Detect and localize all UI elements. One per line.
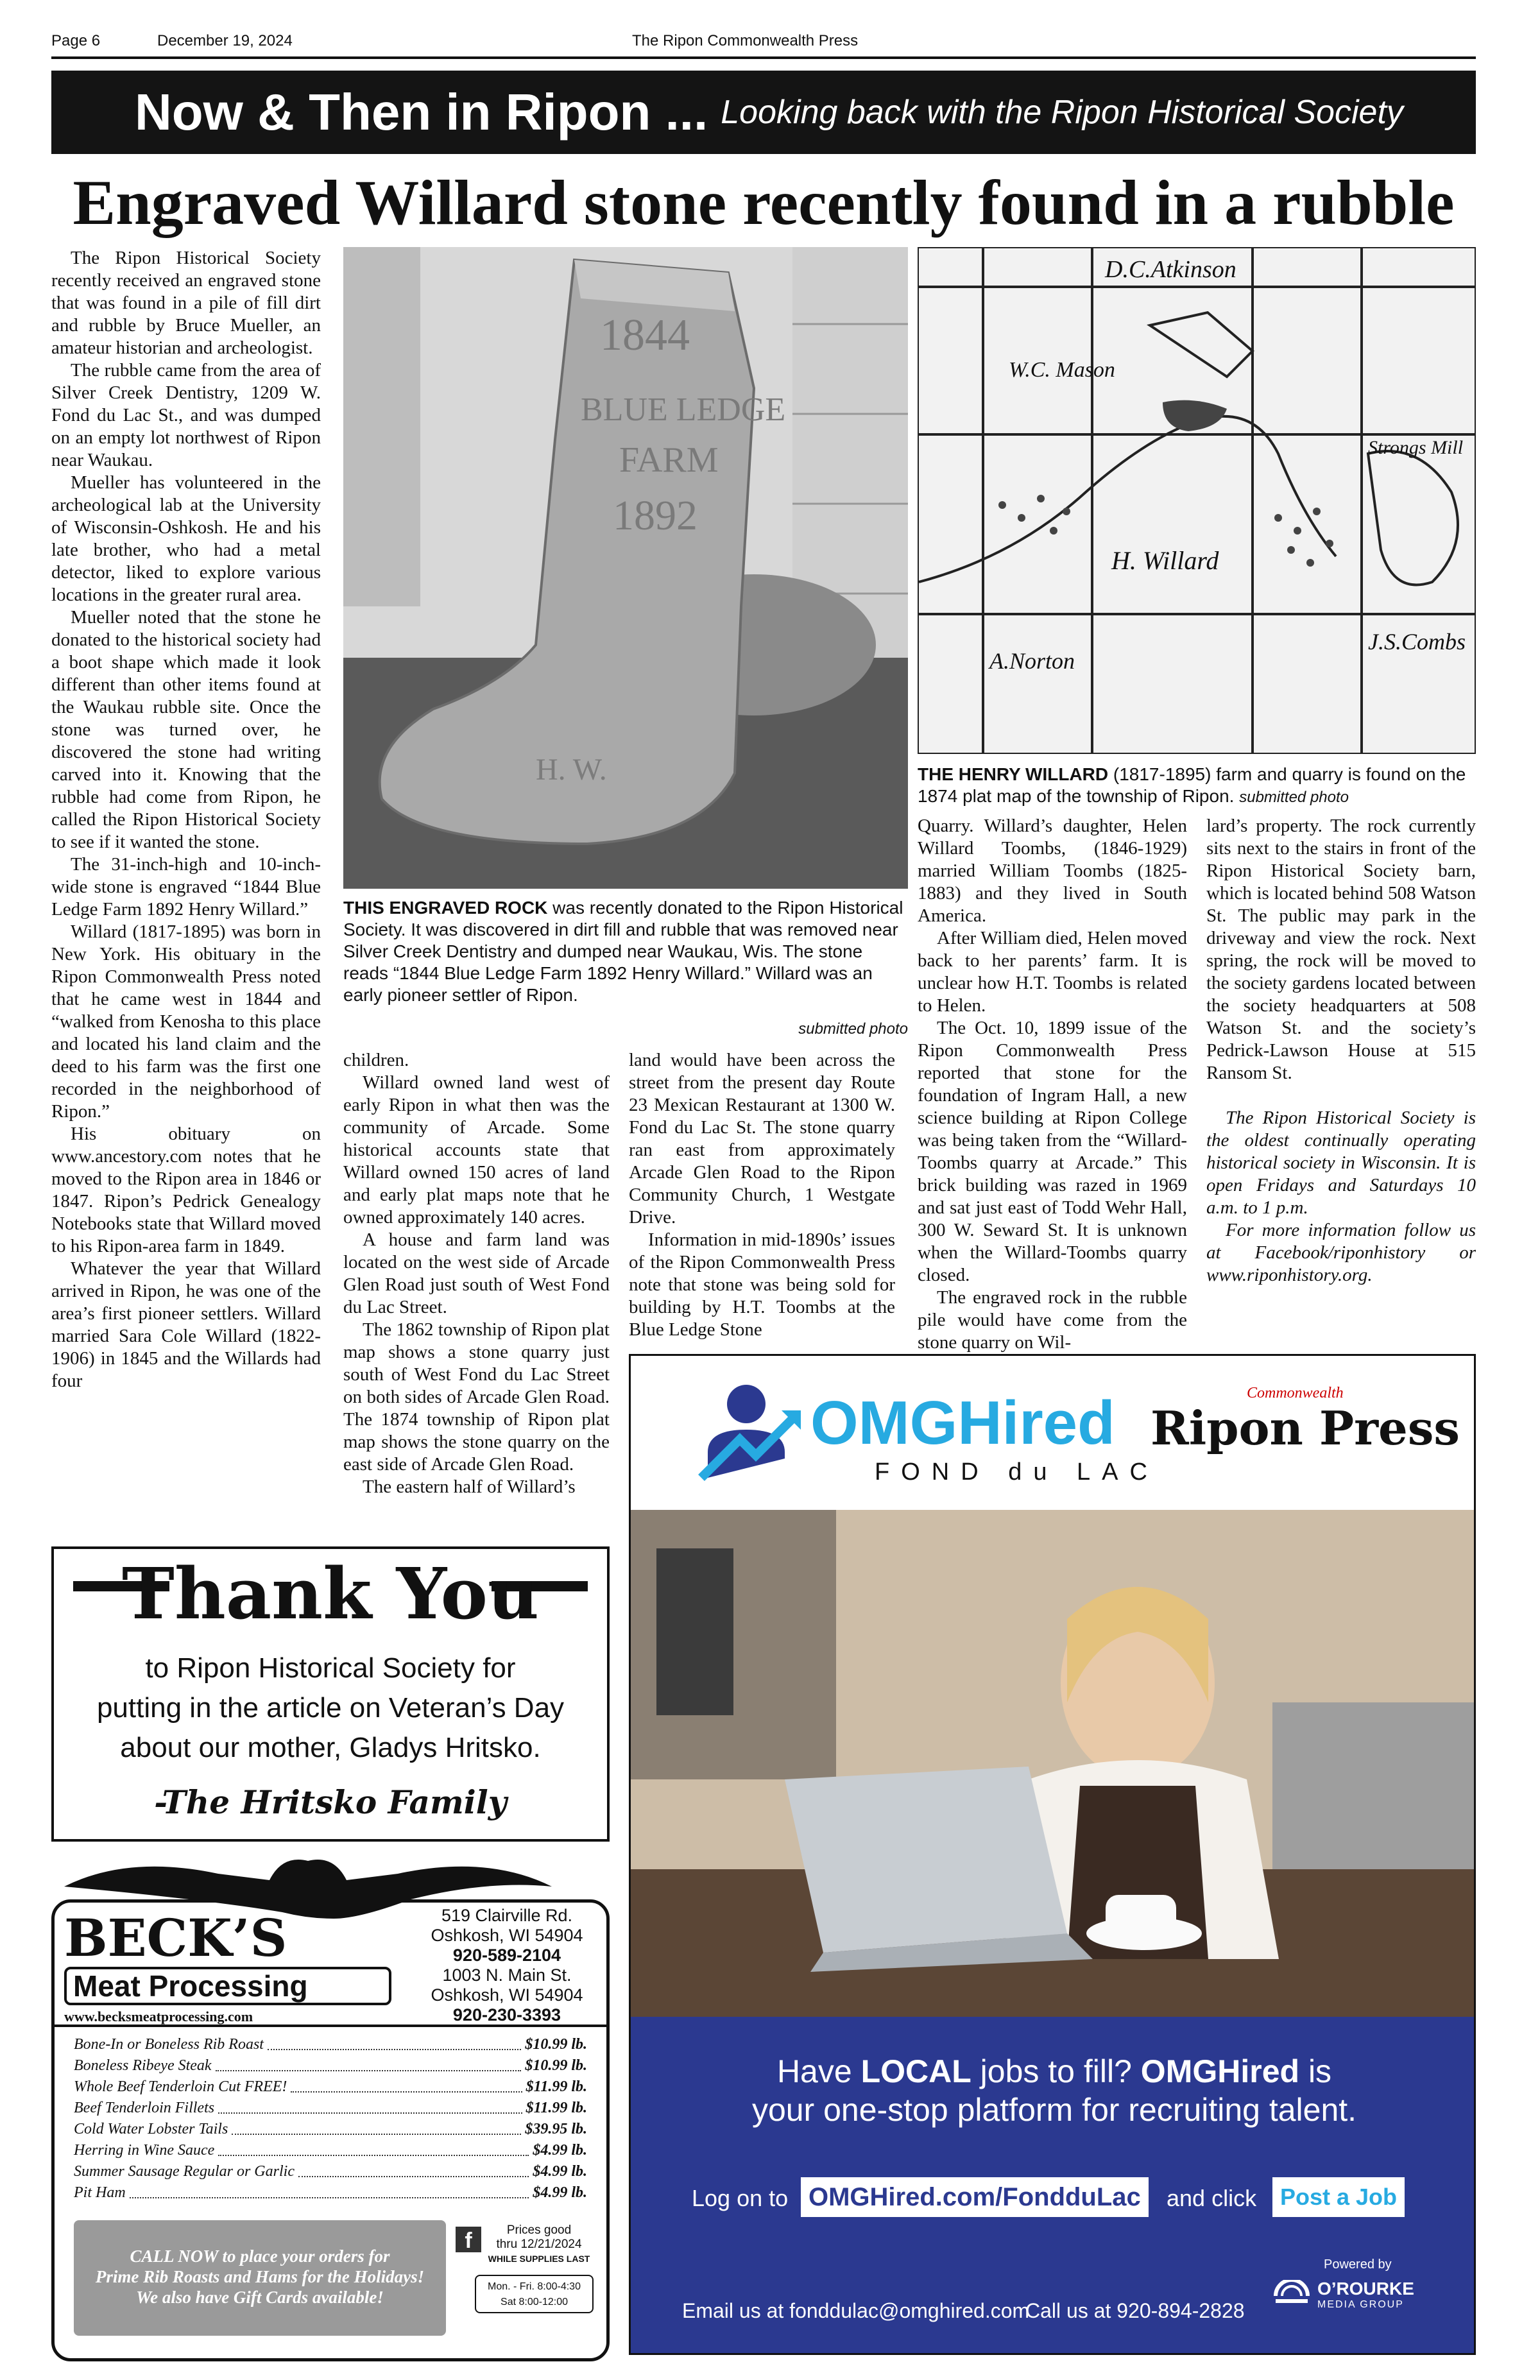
item-price: $4.99 lb.: [533, 2163, 587, 2180]
item-price: $4.99 lb.: [533, 2142, 587, 2159]
item-price: $10.99 lb.: [525, 2036, 587, 2053]
paragraph: His obituary on www.ancestory.com notes that he moved to the Ripon area in 1846 or 1847. Ripon’s Pedrick Genealogy Notebooks state that Willard moved to his Ripon-area farm in 1849.: [51, 1124, 321, 1256]
powered-by: Powered by: [1324, 2257, 1392, 2272]
issue-date: December 19, 2024: [157, 32, 293, 49]
paragraph: The engraved rock in the rubble pile would have come from the stone quarry on Wil-: [918, 1287, 1187, 1353]
item-price: $39.95 lb.: [525, 2121, 587, 2137]
thanks-line-1: to Ripon Historical Society for: [145, 1652, 516, 1684]
thank-you-ad: [51, 1546, 610, 1842]
good-line: thru 12/21/2024: [496, 2238, 582, 2251]
top-rule: [51, 56, 1476, 59]
paragraph: Willard (1817-1895) was born in New York. His obituary in the Ripon Commonwealth Press noted that he came west in 1844 and “walked from Kenosha to this place and located his land claim and the deed to his farm was the first one recorded in the neighborhood of Ripon.”: [51, 921, 321, 1122]
map-label-mason: W.C. Mason: [1009, 358, 1115, 382]
item-name: Summer Sausage Regular or Garlic: [74, 2163, 295, 2180]
item-name: Beef Tenderloin Fillets: [74, 2100, 215, 2116]
thanks-title: Thank You: [122, 1552, 539, 1635]
paper-logo: Ripon Press: [1151, 1401, 1460, 1455]
paragraph: The 31-inch-high and 10-inch-wide stone is engraved “1844 Blue Ledge Farm 1892 Henry Willard.”: [51, 854, 321, 920]
becks-address: 1003 N. Main St.: [442, 1965, 572, 1985]
call-line: Prime Rib Roasts and Hams for the Holidays!: [95, 2267, 425, 2286]
headline: Engraved Willard stone recently found in a rubble: [73, 167, 1455, 238]
rock-caption-lead: THIS ENGRAVED ROCK: [343, 898, 548, 918]
ad-url[interactable]: OMGHired.com/FondduLac: [801, 2177, 1149, 2217]
facebook-icon: f: [456, 2227, 481, 2252]
becks-url: www.becksmeatprocessing.com: [64, 2008, 253, 2025]
rock-text-farm-name: BLUE LEDGE: [581, 391, 786, 428]
map-caption-lead: THE HENRY WILLARD: [918, 764, 1109, 784]
item-price: $11.99 lb.: [526, 2078, 587, 2095]
becks-prices-good: [484, 2223, 594, 2266]
thanks-signature: -The Hritsko Family: [154, 1783, 507, 1821]
thanks-line-3: about our mother, Gladys Hritsko.: [120, 1732, 541, 1763]
becks-address: Oshkosh, WI 54904: [431, 1985, 583, 2005]
rock-text-farm: FARM: [619, 440, 719, 480]
item-price: $4.99 lb.: [533, 2184, 587, 2201]
paragraph: The 1862 township of Ripon plat map shows a stone quarry just south of West Fond du Lac Street on both sides of Arcade Glen Road. The 1874 township of Ripon plat map shows the stone quarry on the east side of Arcade Glen Road.: [343, 1319, 610, 1475]
map-caption-text: (1817-1895) farm and quarry is found on the 1874 plat map of the township of Ripon.: [918, 764, 1466, 806]
paragraph: The eastern half of Willard’s: [363, 1477, 576, 1497]
map-label-norton: A.Norton: [989, 648, 1075, 674]
banner-subtitle: Looking back with the Ripon Historical Society: [721, 94, 1403, 131]
ad-blue-panel: [631, 2017, 1476, 2355]
ad-logon-text: Log on to: [692, 2185, 789, 2211]
paragraph-italic: For more information follow us at Facebook/riponhistory or www.riponhistory.org.: [1206, 1220, 1476, 1285]
call-line: CALL NOW to place your orders for: [130, 2247, 390, 2266]
rock-text-year: 1844: [600, 311, 690, 360]
paragraph: The Oct. 10, 1899 issue of the Ripon Commonwealth Press reported that stone for the foundation of Ingram Hall, a new science building at Ripon College was being taken from the “Willard-Toombs quarry at Arcade.” This brick building was razed in 1969 and sat just east of Todd Wehr Hall, 300 W. Seward St. It is unknown when the Willard-Toombs quarry closed.: [918, 1018, 1187, 1285]
banner-title: Now & Then in Ripon ...: [135, 83, 708, 141]
price-row: [74, 2055, 587, 2076]
paragraph: Quarry. Willard’s daughter, Helen Willard Toombs, (1846-1929) married William Toombs (1825-1883) and they lived in South America.: [918, 816, 1187, 926]
item-name: Pit Ham: [74, 2184, 126, 2201]
paragraph: After William died, Helen moved back to her parents’ farm. It is unclear how H.T. Toombs is related to Helen.: [918, 928, 1187, 1016]
good-line: Prices good: [506, 2223, 572, 2237]
orourke-logo-icon: [1272, 2280, 1311, 2312]
paper-logo-small: Commonwealth: [1247, 1385, 1344, 1401]
section-banner: [51, 71, 1476, 154]
becks-phone: 920-589-2104: [452, 1946, 561, 1965]
item-name: Cold Water Lobster Tails: [74, 2121, 228, 2137]
price-row: [74, 2161, 587, 2182]
hours-line: Mon. - Fri. 8:00-4:30: [488, 2281, 581, 2292]
map-label-atkinson: D.C.Atkinson: [1105, 256, 1236, 283]
page-number: Page 6: [51, 32, 101, 49]
price-row: [74, 2098, 587, 2119]
item-price: $11.99 lb.: [526, 2100, 587, 2116]
becks-call-box: [74, 2220, 446, 2336]
item-name: Bone-In or Boneless Rib Roast: [74, 2036, 264, 2053]
thanks-message: [54, 1648, 607, 1768]
article-col-2: [343, 1049, 610, 1498]
item-price: $10.99 lb.: [525, 2057, 587, 2074]
engraved-rock-photo: [343, 247, 908, 889]
paragraph: The Ripon Historical Society recently received an engraved stone that was found in a pile of fill dirt and rubble by Bruce Mueller, an amateur historian and archeologist.: [51, 248, 321, 358]
ad-tagline-line-1: [631, 2052, 1476, 2091]
becks-addresses: [417, 1906, 597, 2025]
map-label-strongs-mill: Strongs Mill: [1368, 437, 1464, 458]
thanks-line-2: putting in the article on Veteran’s Day: [96, 1692, 565, 1724]
price-row: [74, 2119, 587, 2140]
paragraph-italic: The Ripon Historical Society is the oldest continually operating historical society in Wisconsin. It is open Fridays and Saturdays 10 a.m. to 1 p.m.: [1206, 1108, 1476, 1218]
map-label-combs: J.S.Combs: [1368, 629, 1466, 655]
plat-map-illustration: [919, 248, 1476, 754]
ad-andclick-text: and click: [1167, 2185, 1257, 2211]
rock-caption-text: was recently donated to the Ripon Historical Society. It was discovered in dirt fill and rubble that was removed near Silver Creek Dentistry and dumped near Waukau, Wis. The stone reads “1844 Blue Ledge Farm 1892 Henry Willard.” Willard was an early pioneer settler of Ripon.: [343, 898, 903, 1005]
becks-phone: 920-230-3393: [452, 2005, 561, 2025]
paragraph: Information in mid-1890s’ issues of the Ripon Commonwealth Press note that stone was being sold for building by H.T. Toombs at the Blue Ledge Stone: [629, 1229, 895, 1340]
omghired-location: FOND du LAC: [875, 1459, 1159, 1485]
map-caption: [918, 764, 1476, 809]
post-a-job-button[interactable]: Post a Job: [1272, 2177, 1405, 2217]
rock-text-year-2: 1892: [613, 492, 697, 539]
paper-name: The Ripon Commonwealth Press: [632, 32, 859, 49]
map-photo-credit: submitted photo: [1239, 789, 1349, 806]
barista-illustration: [631, 1510, 1476, 2017]
rock-photo-credit: submitted photo: [798, 1020, 908, 1038]
orourke-sub: MEDIA GROUP: [1317, 2299, 1404, 2310]
call-line: We also have Gift Cards available!: [136, 2288, 384, 2307]
paragraph: lard’s property. The rock currently sits next to the stairs in front of the Ripon Historical Society barn, which is located behind 508 Watson St. The public may park in the driveway and view the rock. Next spring, the rock will be moved to the society gardens located between the society headquarters at 508 Watson St. and the society’s Pedrick-Lawson House at 515 Ransom St.: [1206, 816, 1476, 1083]
ad-tagline-line-2: your one-stop platform for recruiting talent.: [751, 2092, 1357, 2128]
plat-map-photo: [918, 247, 1476, 754]
becks-hours: [475, 2275, 594, 2313]
becks-name: BECK’S: [64, 1908, 287, 1968]
orourke-name: O’ROURKE: [1317, 2279, 1414, 2299]
paragraph: Whatever the year that Willard arrived in Ripon, he was one of the area’s first pioneer settlers. Willard married Sara Cole Willard (1822-1906) in 1845 and the Willards had four: [51, 1258, 321, 1391]
paragraph: The rubble came from the area of Silver Creek Dentistry, 1209 W. Fond du Lac St., and was dumped on an empty lot northwest of Ripon near Waukau.: [51, 360, 321, 470]
price-row: [74, 2076, 587, 2098]
rock-caption: [343, 897, 908, 1006]
ad-tagline: [631, 2052, 1476, 2129]
paragraph: Mueller has volunteered in the archeological lab at the University of Wisconsin-Oshkosh. He and his late brother, who had a metal detector, liked to explore various locations in the greater rural area.: [51, 472, 321, 605]
becks-address: Oshkosh, WI 54904: [431, 1926, 583, 1945]
omghired-brand: OMGHired: [810, 1389, 1115, 1457]
price-row: [74, 2140, 587, 2161]
tagline-part: is: [1299, 2053, 1332, 2089]
item-name: Whole Beef Tenderloin Cut FREE!: [74, 2078, 287, 2095]
item-name: Herring in Wine Sauce: [74, 2142, 215, 2159]
becks-price-list: [74, 2034, 587, 2204]
price-row: [74, 2182, 587, 2204]
item-name: Boneless Ribeye Steak: [74, 2057, 212, 2074]
barista-photo: [631, 1510, 1476, 2017]
paragraph: children.: [343, 1050, 409, 1070]
paragraph: Mueller noted that the stone he donated to the historical society had a boot shape which made it look different than other items found at the Waukau rubble site. Once the stone was turned over, he discovered the stone had writing carved into it. Knowing that the rubble had come from Ripon, he called the Ripon Historical Society to see if it wanted the stone.: [51, 607, 321, 852]
ad-phone: Call us at 920-894-2828: [1025, 2299, 1245, 2322]
omghired-ad: [629, 1354, 1476, 2355]
paragraph: A house and farm land was located on the west side of Arcade Glen Road just south of West Fond du Lac Street.: [343, 1229, 610, 1317]
paragraph: Willard owned land west of early Ripon in what then was the community of Arcade. Some historical accounts state that Willard owned 150 acres of land and early plat maps note that he owned approximately 140 acres.: [343, 1072, 610, 1228]
becks-subtitle: Meat Processing: [64, 1967, 391, 2005]
article-col-1: [51, 247, 321, 1392]
ad-email: Email us at fonddulac@omghired.com: [682, 2299, 1030, 2322]
paragraph: land would have been across the street from the present day Route 23 Mexican Restaurant at 1300 W. Fond du Lac St. The stone quarry ran east from approximately Arcade Glen Road to the Ripon Community Church, 1 Westgate Drive.: [629, 1050, 895, 1228]
article-col-4: [918, 815, 1187, 1354]
price-row: [74, 2034, 587, 2055]
becks-meat-ad: [51, 1848, 610, 2361]
article-col-3: [629, 1049, 895, 1341]
becks-divider: [51, 2025, 610, 2027]
article-col-5: [1206, 815, 1476, 1287]
tagline-part: Have: [776, 2053, 861, 2089]
map-label-willard: H. Willard: [1111, 546, 1219, 575]
becks-address: 519 Clairville Rd.: [441, 1906, 573, 1925]
good-line: WHILE SUPPLIES LAST: [488, 2254, 590, 2264]
hours-line: Sat 8:00-12:00: [501, 2297, 568, 2307]
tagline-part: jobs to fill?: [971, 2053, 1141, 2089]
tagline-part: LOCAL: [860, 2053, 971, 2089]
rock-illustration: [343, 247, 908, 889]
omghired-person-icon: [695, 1382, 804, 1484]
tagline-part: OMGHired: [1140, 2053, 1300, 2089]
rock-text-initials: H. W.: [536, 753, 607, 787]
